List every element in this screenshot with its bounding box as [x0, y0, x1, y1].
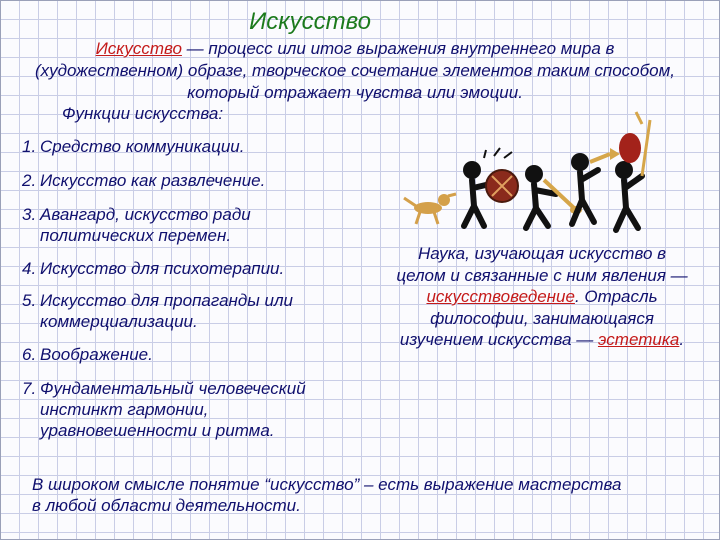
list-item: [22, 378, 362, 441]
functions-heading: Функции искусства:: [62, 104, 224, 123]
drummer-figure-icon: [463, 148, 518, 226]
list-item: [22, 170, 382, 191]
list-text: Фундаментальный человеческий инстинкт гармонии, уравновешенности и ритма.: [40, 379, 306, 440]
list-number: 6.: [22, 345, 37, 364]
dancing-figures-illustration: [398, 110, 668, 240]
aesthetics-link[interactable]: эстетика: [597, 330, 680, 349]
list-item: [22, 344, 382, 365]
definition-paragraph: [30, 38, 680, 104]
slide-title: Искусство: [249, 8, 371, 35]
list-number: 5.: [22, 291, 37, 310]
list-item: [22, 204, 322, 246]
science-text-3: .: [679, 330, 685, 349]
list-number: 3.: [22, 205, 37, 224]
list-item: [22, 290, 362, 332]
trumpet-figure-icon: [571, 148, 620, 224]
list-text: Искусство как развлечение.: [40, 171, 266, 190]
bottom-paragraph: В широком смысле понятие “искусство” – есть выражение мастерства в любой области деятельности.: [32, 475, 622, 515]
list-text: Авангард, искусство ради политических перемен.: [40, 205, 251, 245]
list-item: [22, 136, 382, 157]
science-paragraph: [392, 243, 692, 351]
list-number: 1.: [22, 137, 37, 156]
science-text-1: Наука, изучающая искусство в целом и связанные с ним явления —: [396, 244, 688, 285]
definition-term: Искусство: [95, 39, 182, 58]
list-number: 4.: [22, 259, 37, 278]
list-item: [22, 258, 382, 279]
science-text-2: . Отрасль философии, занимающаяся изучением искусства —: [399, 287, 658, 349]
list-text: Средство коммуникации.: [40, 137, 245, 156]
list-text: Воображение.: [40, 345, 153, 364]
leader-figure-icon: [615, 112, 650, 230]
list-text: Искусство для пропаганды или коммерциализации.: [40, 291, 294, 331]
list-text: Искусство для психотерапии.: [40, 259, 285, 278]
definition-text: — процесс или итог выражения внутреннего мира в (художественном) образе, творческое сочетание элементов таким способом, который отражает чувства или эмоции.: [34, 39, 676, 102]
list-number: 7.: [22, 379, 37, 398]
art-history-link[interactable]: искусствоведение: [426, 287, 575, 306]
list-number: 2.: [22, 171, 37, 190]
dog-icon: [404, 194, 456, 224]
